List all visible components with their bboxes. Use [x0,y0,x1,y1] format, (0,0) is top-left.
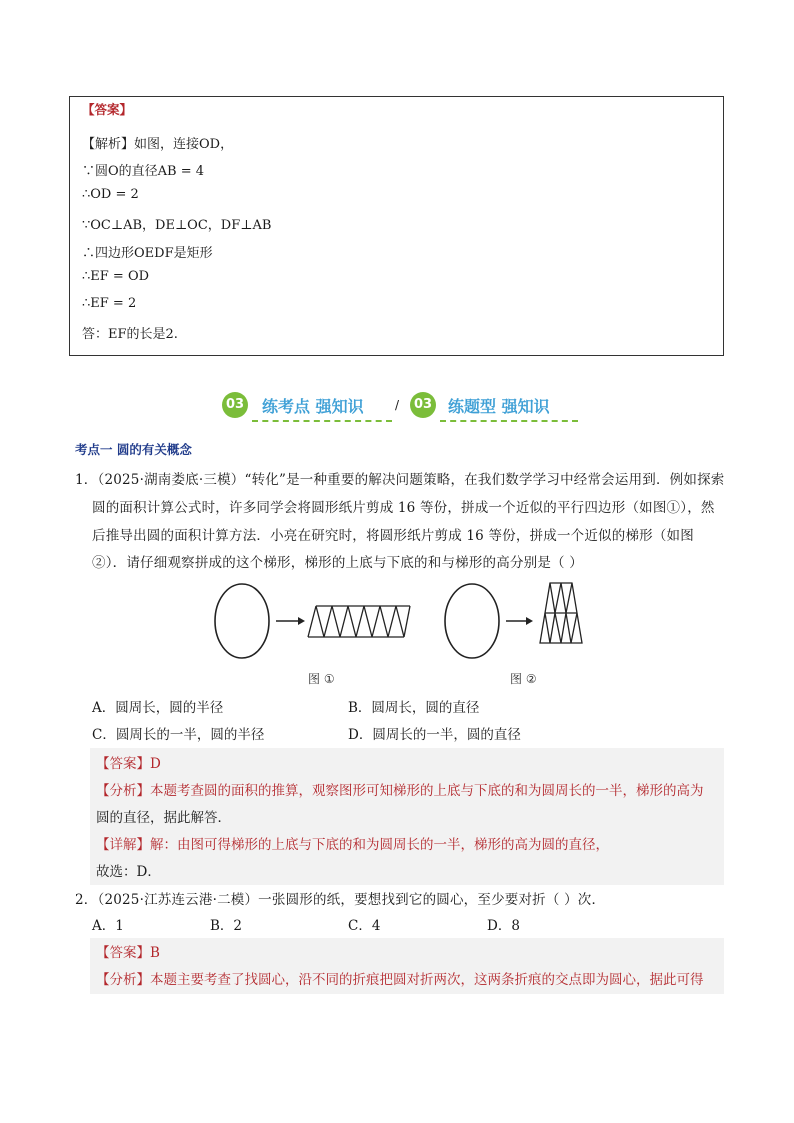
solution-line: ∴四边形OEDF是矩形 [82,246,213,261]
banner-text-right: 练题型 强知识 [448,397,550,416]
option-c[interactable]: C．圆周长的一半，圆的半径 [92,727,265,743]
arrow-head-icon [526,617,533,625]
solution-line: ∵圆O的直径AB = 4 [82,164,205,179]
analysis-line: 圆的直径，据此解答． [96,810,231,826]
dashed-underline [440,420,578,422]
arrow-head-icon [298,617,305,625]
answer-box [69,96,724,356]
circle-shape [445,584,499,658]
option-b[interactable]: B．圆周长，圆的直径 [348,700,480,716]
detail-line: 【详解】解：由图可得梯形的上底与下底的和为圆周长的一半，梯形的高为圆的直径， [96,837,609,853]
option-d[interactable]: D．8 [487,918,520,934]
circle-shape [215,584,269,658]
question-2-answer-panel [90,938,724,994]
solution-line: ∴EF = 2 [82,296,137,311]
banner-separator: / [395,398,400,412]
solution-line: ∴EF = OD [82,269,150,284]
option-b[interactable]: B．2 [210,918,243,934]
solution-line: ∵OC⊥AB，DE⊥OC，DF⊥AB [82,218,272,233]
solution-line: 答：EF的长是2. [82,327,178,342]
detail-line: 故选：D． [96,864,161,880]
figure-1-label: 图 ① [308,672,335,686]
analysis-line: 【分析】本题考查圆的面积的推算，观察图形可知梯形的上底与下底的和为圆周长的一半，梯形的高为 [96,783,704,799]
badge-03: 03 [410,392,436,418]
option-c[interactable]: C．4 [348,918,381,934]
question-1-line: 圆的面积计算公式时，许多同学会将圆形纸片剪成 16 等份，拼成一个近似的平行四边形（如图①），然 [92,500,715,516]
question-1-line: 1．（2025·湖南娄底·三模）“转化”是一种重要的解决问题策略，在我们数学学习中经常会运用到．例如探索 [75,472,725,488]
question-2-line: 2．（2025·江苏连云港·二模）一张圆形的纸，要想找到它的圆心，至少要对折（ ）次． [75,892,606,908]
banner-text-left: 练考点 强知识 [262,397,364,416]
trapezoid-shape [540,583,582,643]
answer-box-title: 【答案】 [82,102,133,117]
option-a[interactable]: A．1 [92,918,124,934]
answer-line: 【答案】D [96,756,161,772]
parallelogram-shape [308,606,410,637]
figure-2-label: 图 ② [510,672,537,686]
question-1-answer-panel [90,748,724,885]
option-a[interactable]: A．圆周长，圆的半径 [92,700,224,716]
badge-03: 03 [222,392,248,418]
option-d[interactable]: D．圆周长的一半，圆的直径 [348,727,521,743]
dashed-underline [252,420,392,422]
section-title: 考点一 圆的有关概念 [75,442,192,457]
question-1-line: 后推导出圆的面积计算方法．小亮在研究时，将圆形纸片剪成 16 等份，拼成一个近似的梯形（如图 [92,528,694,544]
question-1-figure [210,575,590,690]
solution-line: 【解析】如图，连接OD， [82,137,234,152]
question-1-line: ②）．请仔细观察拼成的这个梯形，梯形的上底与下底的和与梯形的高分别是（ ） [92,555,583,571]
analysis-line: 【分析】本题主要考查了找圆心，沿不同的折痕把圆对折两次，这两条折痕的交点即为圆心，据此可得 [96,972,704,988]
answer-line: 【答案】B [96,945,160,961]
solution-line: ∴OD = 2 [82,187,139,202]
